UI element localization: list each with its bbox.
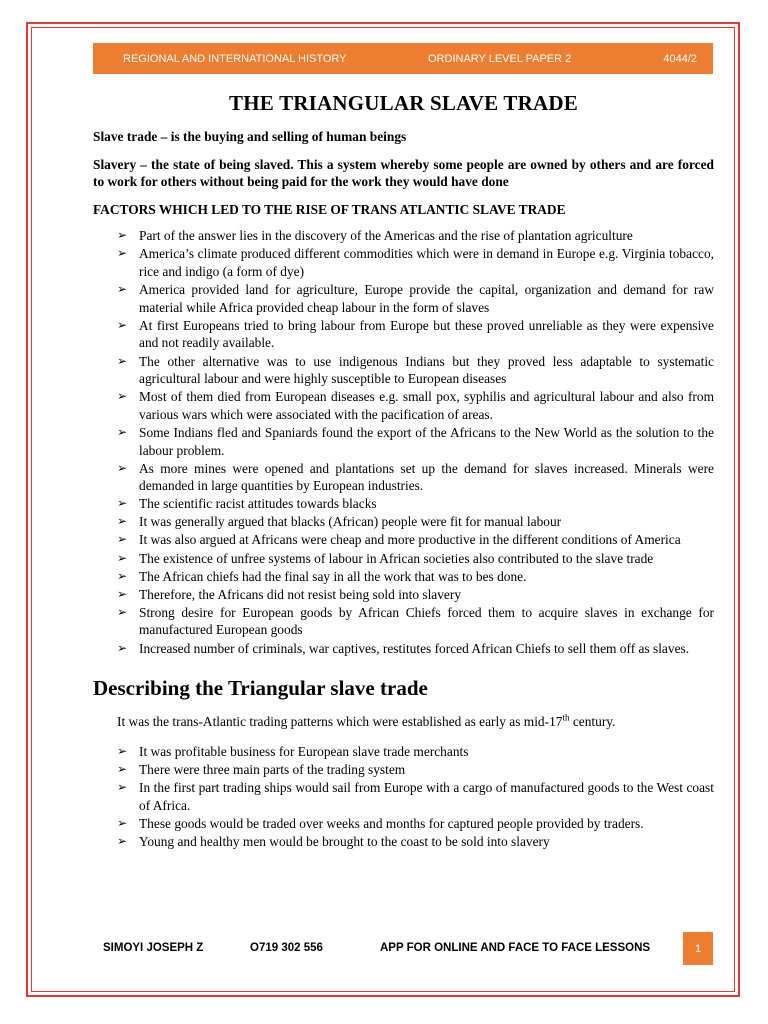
- list-item-text: Young and healthy men would be brought to the coast to be sold into slavery: [139, 833, 550, 849]
- list-item-text: It was generally argued that blacks (African) people were fit for manual labour: [139, 514, 562, 530]
- header-code: 4044/2: [663, 52, 697, 65]
- list-item-text: Most of them died from European diseases e.g. small pox, syphilis and agricultural labour and also from various wars which were associated with the pacification of areas.: [139, 389, 714, 422]
- intro-paragraph: [117, 713, 714, 731]
- footer-phone: O719 302 556: [250, 942, 323, 954]
- list-item: [117, 531, 714, 549]
- list-item-text: At first Europeans tried to bring labour from Europe but these proved unreliable as they were expensive and not readily available.: [139, 317, 714, 351]
- arrow-bullet-icon: ➢: [117, 228, 128, 243]
- arrow-bullet-icon: ➢: [117, 514, 128, 529]
- list-item-text: Strong desire for European goods by African Chiefs forced them to acquire slaves in exchange for manufactured European goods: [139, 604, 714, 638]
- arrow-bullet-icon: ➢: [117, 532, 128, 547]
- list-item-text: America provided land for agriculture, Europe provide the capital, organization and demand for raw material while Africa provided cheap labour in the form of slaves: [139, 282, 714, 315]
- list-item: [117, 388, 714, 423]
- list-item-text: The African chiefs had the final say in all the work that was to bes done.: [139, 568, 527, 584]
- list-item: [117, 743, 714, 761]
- description-list: [93, 743, 714, 851]
- footer-app-note: APP FOR ONLINE AND FACE TO FACE LESSONS: [380, 942, 651, 954]
- list-item: [117, 227, 714, 245]
- list-item-text: The existence of unfree systems of labour in African societies also contributed to the slave trade: [139, 550, 654, 566]
- list-item: [117, 495, 714, 513]
- factors-heading: FACTORS WHICH LED TO THE RISE OF TRANS ATLANTIC SLAVE TRADE: [93, 201, 566, 217]
- factors-list: [93, 227, 714, 657]
- list-item: [117, 833, 714, 851]
- arrow-bullet-icon: ➢: [117, 761, 128, 776]
- section-heading: Describing the Triangular slave trade: [93, 676, 428, 701]
- page-number: 1: [683, 932, 713, 965]
- header-bar: [93, 43, 713, 74]
- footer-author: SIMOYI JOSEPH Z: [103, 942, 204, 954]
- list-item: [117, 550, 714, 568]
- arrow-bullet-icon: ➢: [117, 815, 128, 830]
- list-item: [117, 245, 714, 280]
- header-subject: REGIONAL AND INTERNATIONAL HISTORY: [123, 52, 347, 65]
- arrow-bullet-icon: ➢: [117, 743, 128, 758]
- list-item-text: As more mines were opened and plantations set up the demand for slaves increased. Minerals were demanded in large quantities by European industries.: [139, 460, 714, 494]
- arrow-bullet-icon: ➢: [117, 246, 128, 261]
- arrow-bullet-icon: ➢: [117, 496, 128, 511]
- list-item: [117, 424, 714, 459]
- list-item: [117, 779, 714, 814]
- arrow-bullet-icon: ➢: [117, 460, 128, 475]
- list-item-text: In the first part trading ships would sail from Europe with a cargo of manufactured goods to the West coast of Africa.: [139, 779, 714, 813]
- list-item-text: Increased number of criminals, war captives, restitutes forced African Chiefs to sell them off as slaves.: [139, 640, 690, 656]
- arrow-bullet-icon: ➢: [117, 586, 128, 601]
- list-item-text: The other alternative was to use indigenous Indians but they proved less adaptable to systematic agricultural labour and were highly susceptible to European diseases: [139, 353, 714, 387]
- list-item: [117, 761, 714, 779]
- list-item-text: Therefore, the Africans did not resist being sold into slavery: [139, 586, 462, 602]
- list-item: [117, 460, 714, 495]
- arrow-bullet-icon: ➢: [117, 282, 128, 297]
- arrow-bullet-icon: ➢: [117, 833, 128, 848]
- arrow-bullet-icon: ➢: [117, 568, 128, 583]
- definition-slavery: Slavery – the state of being slaved. This a system whereby some people are owned by others and are forced to work for others without being paid for the work they would have done: [93, 156, 714, 190]
- arrow-bullet-icon: ➢: [117, 317, 128, 332]
- list-item: [117, 513, 714, 531]
- list-item-text: The scientific racist attitudes towards blacks: [139, 496, 377, 512]
- list-item-text: These goods would be traded over weeks and months for captured people provided by traders.: [139, 815, 644, 831]
- page-title: THE TRIANGULAR SLAVE TRADE: [229, 91, 578, 115]
- list-item-text: Some Indians fled and Spaniards found the export of the Africans to the New World as the solution to the labour problem.: [139, 424, 714, 458]
- document-body: [93, 90, 714, 851]
- arrow-bullet-icon: ➢: [117, 424, 128, 439]
- intro-text: It was the trans-Atlantic trading patterns which were established as early as mid-17: [117, 714, 563, 730]
- arrow-bullet-icon: ➢: [117, 353, 128, 368]
- list-item: [117, 640, 714, 658]
- arrow-bullet-icon: ➢: [117, 604, 128, 619]
- arrow-bullet-icon: ➢: [117, 779, 128, 794]
- intro-superscript: th: [562, 712, 570, 723]
- definition-slave-trade: Slave trade – is the buying and selling of human beings: [93, 129, 407, 144]
- header-paper: ORDINARY LEVEL PAPER 2: [428, 52, 572, 65]
- list-item: [117, 281, 714, 316]
- list-item: [117, 586, 714, 604]
- list-item: [117, 815, 714, 833]
- list-item: [117, 568, 714, 586]
- list-item-text: It was profitable business for European slave trade merchants: [139, 743, 469, 759]
- arrow-bullet-icon: ➢: [117, 389, 128, 404]
- intro-text-end: century.: [569, 714, 616, 730]
- list-item-text: Part of the answer lies in the discovery of the Americas and the rise of plantation agriculture: [139, 228, 633, 244]
- list-item-text: There were three main parts of the trading system: [139, 761, 406, 777]
- list-item: [117, 604, 714, 639]
- list-item: [117, 353, 714, 388]
- arrow-bullet-icon: ➢: [117, 550, 128, 565]
- list-item-text: It was also argued at Africans were cheap and more productive in the different conditions of America: [139, 532, 681, 548]
- list-item-text: America’s climate produced different commodities which were in demand in Europe e.g. Virginia tobacco, rice and indigo (a form of dye): [139, 246, 714, 280]
- list-item: [117, 317, 714, 352]
- arrow-bullet-icon: ➢: [117, 640, 128, 655]
